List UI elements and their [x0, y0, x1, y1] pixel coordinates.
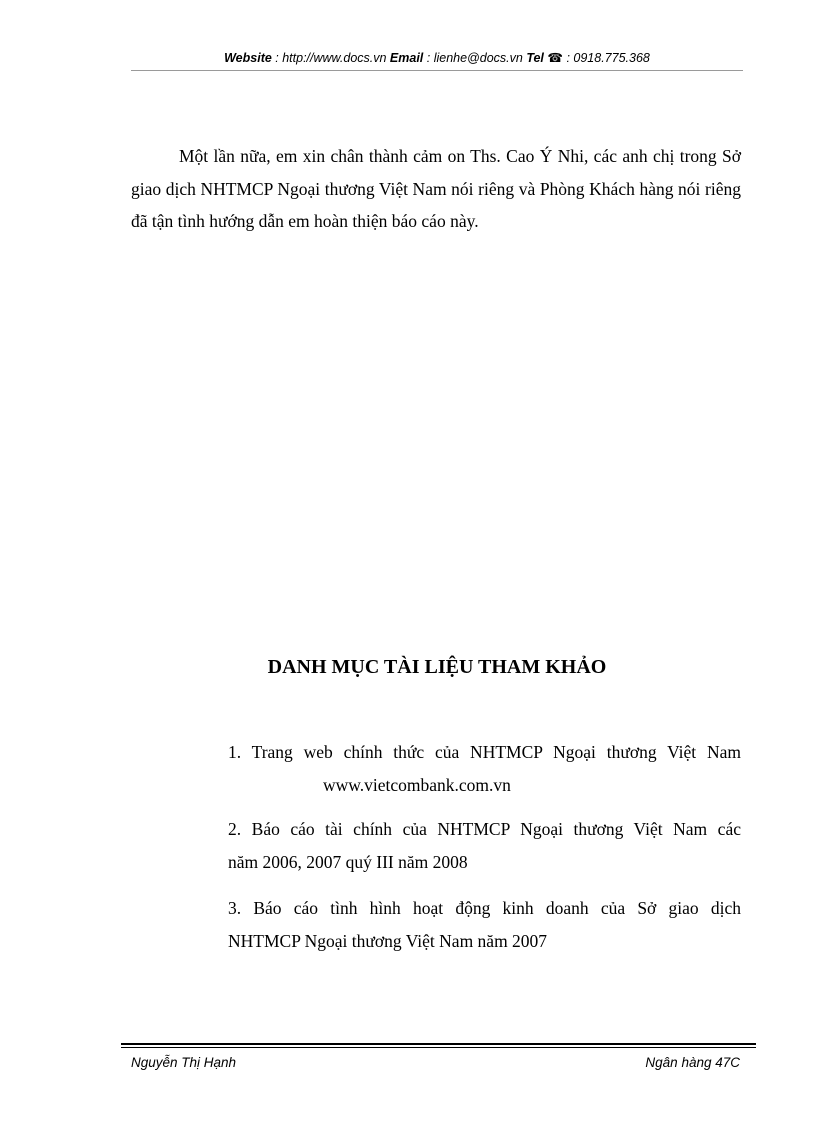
- reference-2-line2: năm 2006, 2007 quý III năm 2008: [228, 852, 468, 872]
- header-divider: [131, 70, 743, 71]
- footer-divider-thick: [121, 1043, 756, 1045]
- email-value: : lienhe@docs.vn: [423, 51, 527, 65]
- phone-icon: ☎: [547, 51, 563, 65]
- acknowledgement-paragraph: Một lần nữa, em xin chân thành cảm on Ths. Cao Ý Nhi, các anh chị trong Sở giao dịch NHTMCP Ngoại thương Việt Nam nói riêng và Phòng Khách hàng nói riêng đã tận tình hướng dẫn em hoàn thiện báo cáo này.: [131, 146, 741, 231]
- tel-value: : 0918.775.368: [562, 51, 650, 65]
- reference-3-line2: NHTMCP Ngoại thương Việt Nam năm 2007: [228, 931, 548, 951]
- reference-item: [228, 813, 741, 879]
- website-value: : http://www.docs.vn: [271, 51, 390, 65]
- email-label: Email: [389, 51, 424, 65]
- references-title: DANH MỤC TÀI LIỆU THAM KHẢO: [267, 656, 607, 678]
- reference-3-line1: 3. Báo cáo tình hình hoạt động kinh doanh của Sở giao dịch: [228, 898, 741, 918]
- reference-item: [228, 736, 741, 802]
- reference-1-url: www.vietcombank.com.vn: [323, 775, 511, 795]
- reference-1-text: 1. Trang web chính thức của NHTMCP Ngoại thương Việt Nam: [228, 742, 741, 762]
- reference-item: [228, 892, 741, 958]
- page-header: [131, 50, 743, 65]
- tel-label: Tel: [526, 51, 544, 65]
- footer-class: Ngân hàng 47C: [645, 1055, 740, 1070]
- website-label: Website: [224, 51, 272, 65]
- footer-author: Nguyễn Thị Hạnh: [131, 1055, 237, 1070]
- reference-2-line1: 2. Báo cáo tài chính của NHTMCP Ngoại thương Việt Nam các: [228, 819, 741, 839]
- footer-divider-thin: [121, 1047, 756, 1048]
